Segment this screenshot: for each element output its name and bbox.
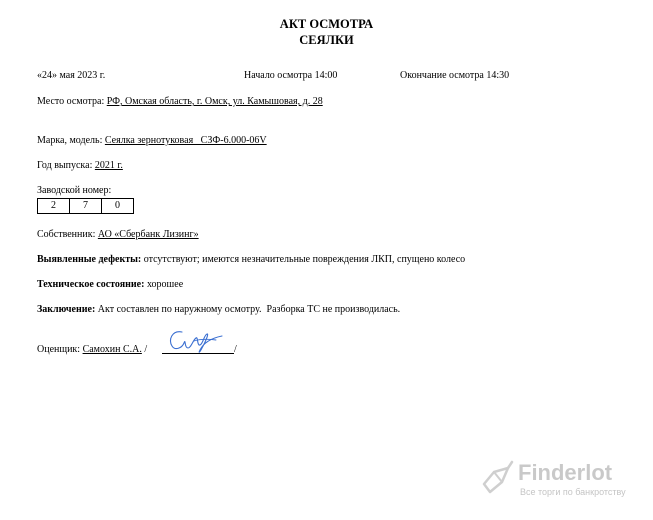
title-line-1: АКТ ОСМОТРА [279,17,374,31]
defects [37,254,465,266]
inspection-date: «24» мая 2023 г. [37,70,106,81]
technical-condition [37,279,183,291]
serial-digit: 0 [102,199,134,214]
appraiser-name: Самохин С.А. [82,344,142,355]
defects-value: отсутствуют; имеются незначительные повреждения ЛКП, спущено колесо [141,254,466,265]
slash-close: / [234,344,237,355]
signature-image [160,326,230,356]
appraiser-label: Оценщик: [37,344,83,355]
conclusion [37,304,400,316]
owner-value: АО «Сбербанк Лизинг» [97,229,199,240]
title-line-2: СЕЯЛКИ [299,33,354,47]
watermark-tagline: Все торги по банкротству [520,487,626,497]
place-label: Место осмотра: [37,96,107,107]
serial-digit: 7 [70,199,102,214]
watermark-brand: Finderlot [518,460,613,485]
inspection-start: Начало осмотра 14:00 [244,70,338,81]
year-label: Год выпуска: [37,160,95,171]
appraiser [37,344,147,356]
inspection-place [37,96,323,108]
owner [37,229,199,241]
model-value: Сеялка зернотуковая СЗФ-6.000-06V [104,135,267,146]
defects-label: Выявленные дефекты: [37,254,142,265]
condition-value: хорошее [144,279,184,290]
serial-number-table [37,198,134,214]
owner-label: Собственник: [37,229,98,240]
conclusion-label: Заключение: [37,304,96,315]
model-label: Марка, модель: [37,135,105,146]
inspection-end: Окончание осмотра 14:30 [400,70,510,81]
year-value: 2021 г. [94,160,123,171]
finderlot-logo-icon [478,458,516,502]
serial-label: Заводской номер: [37,185,112,196]
serial-digit: 2 [38,199,70,214]
place-value: РФ, Омская область, г. Омск, ул. Камышовая, д. 28 [106,96,323,107]
manufacture-year [37,160,123,172]
slash-open: / [141,344,148,355]
brand-model [37,135,267,147]
condition-label: Техническое состояние: [37,279,145,290]
conclusion-value: Акт составлен по наружному осмотру. Разборка ТС не производилась. [95,304,401,315]
